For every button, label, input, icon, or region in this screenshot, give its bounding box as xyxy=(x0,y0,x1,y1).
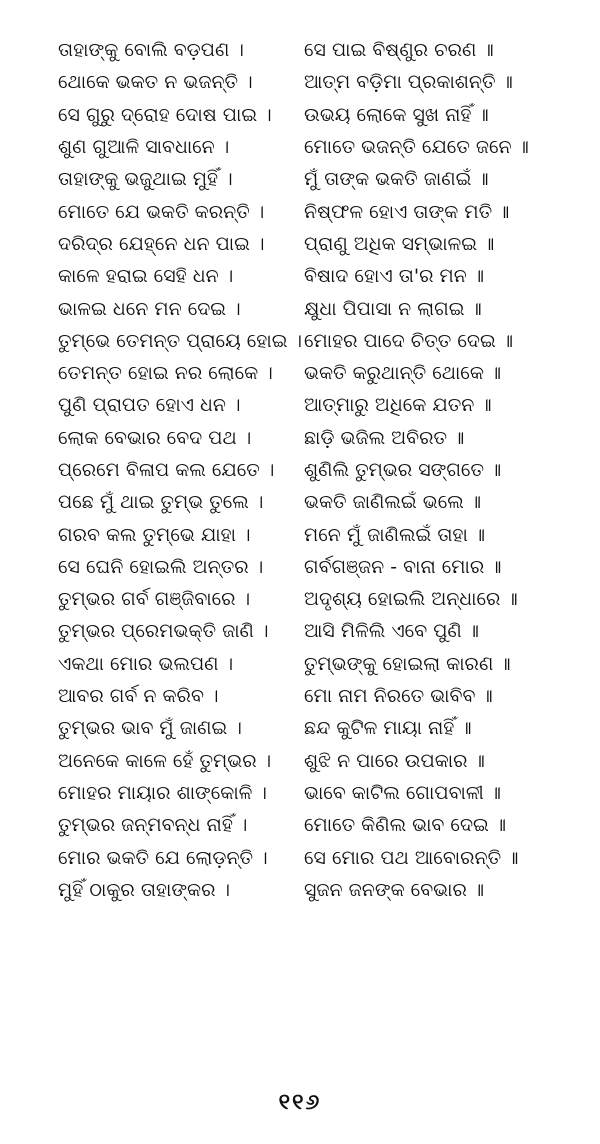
verse-row xyxy=(58,648,558,680)
verse-row xyxy=(58,228,558,260)
verse-row xyxy=(58,454,558,486)
verse-row xyxy=(58,66,558,98)
verse-row xyxy=(58,809,558,841)
verse-second-half: ଆସି ମିଳିଲି ଏବେ ପୁଣି ॥ xyxy=(304,620,480,643)
verse-row xyxy=(58,131,558,163)
verse-second-half: ଛାଡ଼ି ଭଜିଲ ଅବିରତ ॥ xyxy=(304,426,465,449)
verse-second-half: ବିଷାଦ ହୋଏ ତା'ର ମନ ॥ xyxy=(304,265,485,288)
verse-first-half: ତୁମ୍ଭର ଜନ୍ମବନ୍ଧ ନାହିଁ । xyxy=(58,814,248,837)
verse-row xyxy=(58,841,558,873)
verse-second-half: କ୍ଷୁଧା ପିପାସା ନ ଲାଗଇ ॥ xyxy=(304,297,482,320)
verse-row xyxy=(58,712,558,744)
verse-row xyxy=(58,357,558,389)
verse-first-half: ମୋହର ମାୟାର ଶାଙ୍କୋଳି । xyxy=(58,781,267,804)
verse-row xyxy=(58,292,558,324)
verse-first-half: ସେ ଘେନି ହୋଇଲି ଅନ୍ତର । xyxy=(58,555,264,578)
verse-first-half: ମୋର ଭକତି ଯେ ଲୋଡ଼ନ୍ତି । xyxy=(58,846,268,869)
verse-second-half: ମୁଁ ତାଙ୍କ ଭକତି ଜାଣଇଁ ॥ xyxy=(304,168,489,191)
verse-second-half: ଆତ୍ମାରୁ ଅଧିକେ ଯତନ ॥ xyxy=(304,394,492,417)
verse-second-half: ମୋତେ ଭଜନ୍ତି ଯେତେ ଜନେ ॥ xyxy=(304,136,529,159)
verse-second-half: ତୁମ୍ଭଙ୍କୁ ହୋଇଲା କାରଣ ॥ xyxy=(304,652,511,675)
verse-second-half: ମନେ ମୁଁ ଜାଣିଲଇଁ ତାହା ॥ xyxy=(304,523,486,546)
verse-second-half: ସେ ମୋର ପଥ ଆବୋରନ୍ତି ॥ xyxy=(304,846,519,869)
verse-row xyxy=(58,260,558,292)
verse-row xyxy=(58,680,558,712)
verse-first-half: ତୁମ୍ଭର ଗର୍ବ ଗଞ୍ଜିବାରେ । xyxy=(58,588,251,611)
verse-row xyxy=(58,34,558,66)
verse-first-half: ଲୋକ ବେଭାର ବେଦ ପଥ । xyxy=(58,426,252,449)
verse-second-half: ଆତ୍ମ ବଡ଼ିମା ପ୍ରକାଶନ୍ତି ॥ xyxy=(304,71,513,94)
verse-list xyxy=(58,34,558,906)
verse-second-half: ପ୍ରାଣୁ ଅଧିକ ସମ୍ଭାଳଇ ॥ xyxy=(304,232,495,255)
page-number: ୧୧୬ xyxy=(278,1090,322,1115)
verse-row xyxy=(58,551,558,583)
verse-first-half: ପ୍ରେମେ ବିଳାପ କଲ ଯେତେ । xyxy=(58,459,275,481)
verse-first-half: ପୁଣି ପ୍ରାପତ ହୋଏ ଧନ । xyxy=(58,394,241,417)
verse-second-half: ଉଭୟ ଲୋକେ ସୁଖ ନାହିଁ ॥ xyxy=(304,103,489,126)
verse-first-half: ତୁମ୍ଭର ପ୍ରେମଭକ୍ତି ଜାଣି । xyxy=(58,620,269,643)
verse-first-half: ତାହାଙ୍କୁ ଭଜୁଥାଇ ମୁହିଁ । xyxy=(58,168,233,191)
verse-first-half: ଆବର ଗର୍ବ ନ କରିବ । xyxy=(58,685,219,708)
verse-first-half: ତୁମ୍ଭର ଭାବ ମୁଁ ଜାଣଇ । xyxy=(58,717,242,740)
verse-first-half: ଗରବ କଲ ତୁମ୍ଭେ ଯାହା । xyxy=(58,523,251,546)
verse-first-half: ଦରିଦ୍ର ଯେହ୍ନେ ଧନ ପାଇ । xyxy=(58,232,265,255)
verse-first-half: ସେ ଗୁରୁ ଦ୍ରୋହ ଦୋଷ ପାଇ । xyxy=(58,103,272,126)
verse-second-half: ନିଷ୍ଫଳ ହୋଏ ତାଙ୍କ ମତି ॥ xyxy=(304,200,510,223)
verse-row xyxy=(58,195,558,227)
verse-row xyxy=(58,99,558,131)
verse-second-half: ଛନ୍ଦ କୁଟିଳ ମାୟା ନାହିଁ ॥ xyxy=(304,717,472,740)
verse-row xyxy=(58,163,558,195)
verse-row xyxy=(58,389,558,421)
verse-first-half: ତାହାଙ୍କୁ ବୋଲି ବଡ଼ପଣ । xyxy=(58,39,244,62)
verse-second-half: ଭାବେ କାଟିଲ ଗୋପବାଳୀ ॥ xyxy=(304,781,501,804)
verse-second-half: ଭକତି କରୁଥାନ୍ତି ଥୋକେ ॥ xyxy=(304,362,502,385)
verse-second-half: ଭକତି ଜାଣିଲଇଁ ଭଲେ ॥ xyxy=(304,491,482,514)
verse-first-half: କାଳେ ହରାଇ ସେହି ଧନ । xyxy=(58,265,234,288)
verse-row xyxy=(58,615,558,647)
verse-first-half: ଥୋକେ ଭକତ ନ ଭଜନ୍ତି । xyxy=(58,71,253,94)
verse-row xyxy=(58,777,558,809)
verse-second-half: ମୋ ନାମ ନିରତେ ଭାବିବ ॥ xyxy=(304,685,493,708)
verse-second-half: ଶୁଝି ନ ପାରେ ଉପକାର ॥ xyxy=(304,749,485,772)
verse-row xyxy=(58,583,558,615)
verse-second-half: ଅଦୃଶ୍ୟ ହୋଇଲି ଅନ୍ଧାରେ ॥ xyxy=(304,588,518,611)
verse-first-half: ମୁହିଁ ଠାକୁର ତାହାଙ୍କର । xyxy=(58,878,231,901)
verse-first-half: ଭାଳଇ ଧନେ ମନ ଦେଇ । xyxy=(58,297,241,320)
verse-second-half: ଗର୍ବଗଞ୍ଜନ - ବାନା ମୋର ॥ xyxy=(304,555,502,578)
verse-first-half: ଅନେକେ କାଳେ ହେଁ ତୁମ୍ଭର । xyxy=(58,749,272,772)
verse-first-half: ଏକଥା ମୋର ଭଲପଣ । xyxy=(58,652,234,675)
verse-row xyxy=(58,518,558,550)
verse-row xyxy=(58,874,558,906)
verse-second-half: ସେ ପାଇ ବିଷ୍ଣୁର ଚରଣ ॥ xyxy=(304,39,494,62)
verse-row xyxy=(58,745,558,777)
verse-second-half: ଶୁଣିଲି ତୁମ୍ଭର ସଙ୍ଗତେ ॥ xyxy=(304,459,502,481)
verse-second-half: ମୋତେ କିଣିଲ ଭାବ ଦେଇ ॥ xyxy=(304,814,507,837)
verse-second-half: ସୁଜନ ଜନଙ୍କ ବେଭାର ॥ xyxy=(304,878,485,901)
verse-first-half: ତୁମ୍ଭେ ତେମନ୍ତ ପ୍ରାୟେ ହୋଇ । xyxy=(58,329,303,352)
verse-first-half: ତେମନ୍ତ ହୋଇ ନର ଲୋକେ । xyxy=(58,362,273,385)
verse-first-half: ଶୁଣ ଗୁଆଳି ସାବଧାନେ । xyxy=(58,136,230,159)
verse-row xyxy=(58,422,558,454)
verse-row xyxy=(58,325,558,357)
verse-first-half: ପଛେ ମୁଁ ଥାଇ ତୁମ୍ଭ ତୁଲେ । xyxy=(58,491,264,514)
verse-row xyxy=(58,486,558,518)
verse-second-half: ମୋହର ପାଦେ ଚିତ୍ତ ଦେଇ ॥ xyxy=(304,329,514,352)
verse-first-half: ମୋତେ ଯେ ଭକତି କରନ୍ତି । xyxy=(58,200,265,223)
